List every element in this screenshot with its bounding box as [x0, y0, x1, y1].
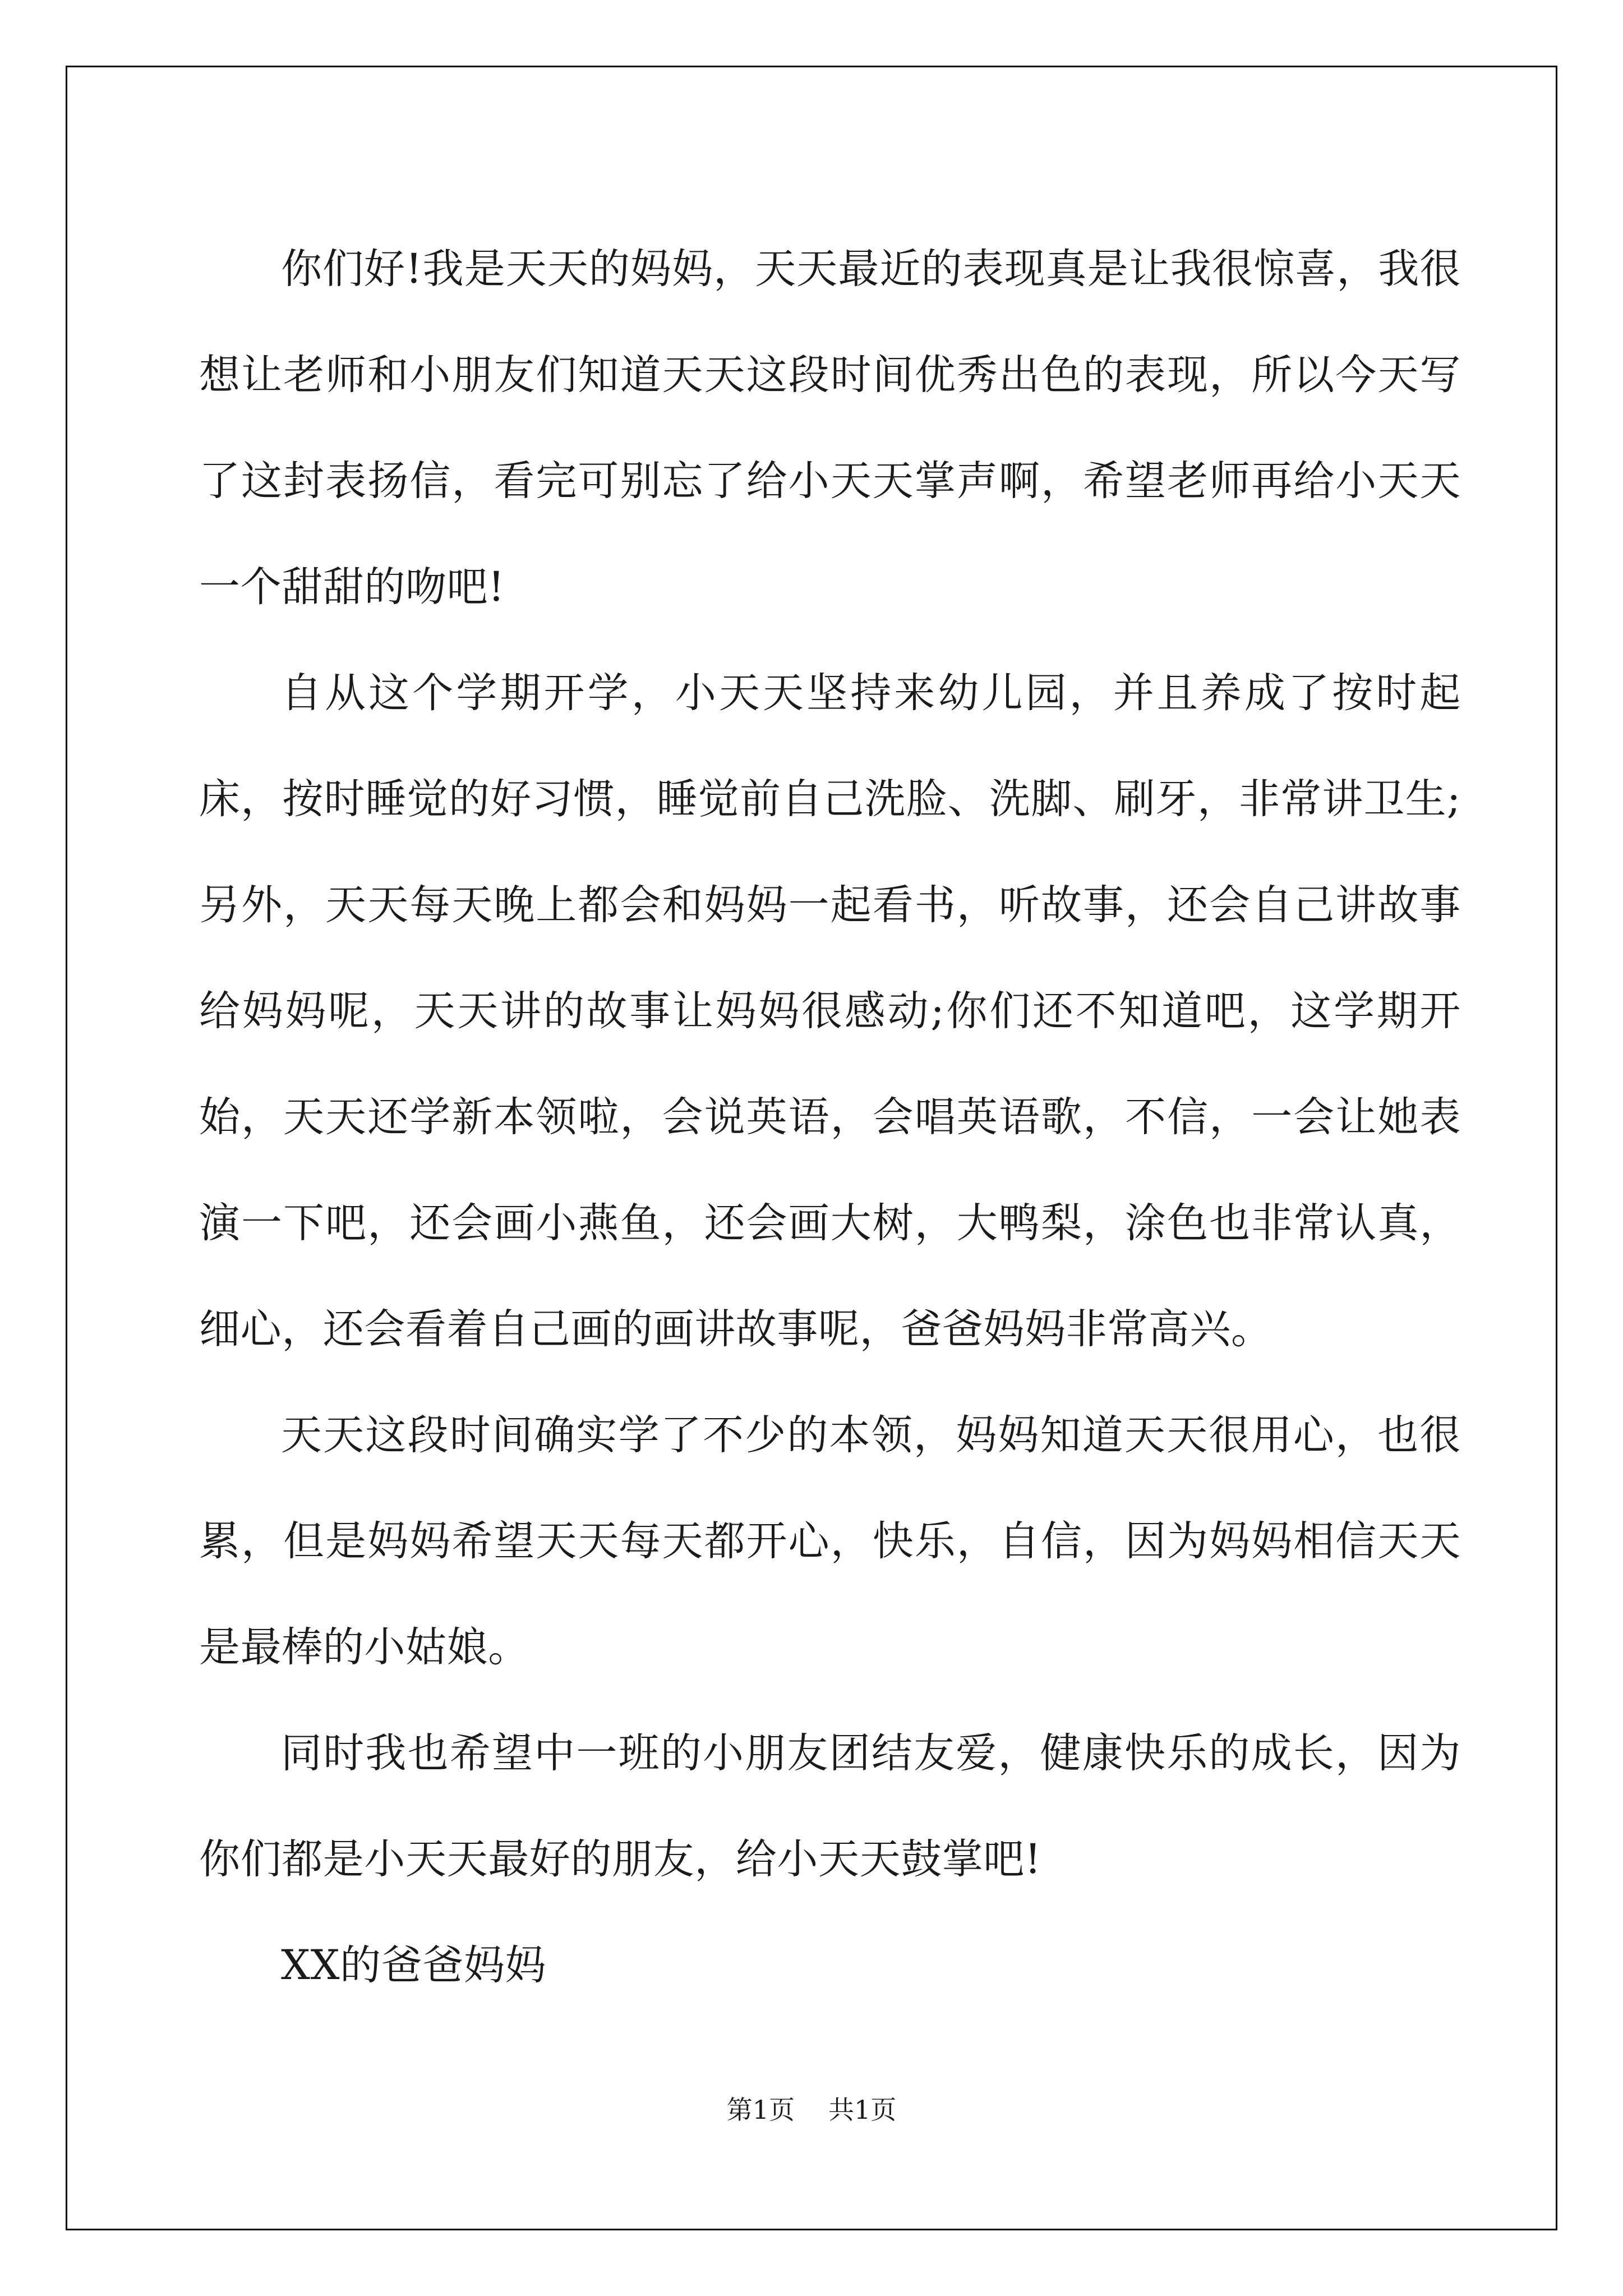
paragraph-1: 你们好!我是天天的妈妈，天天最近的表现真是让我很惊喜，我很想让老师和小朋友们知道天天这段时间优秀出色的表现，所以今天写了这封表扬信，看完可别忘了给小天天掌声啊，希望老师再给小天天一个甜甜的吻吧!: [199, 245, 1461, 611]
paragraph-2: 自从这个学期开学，小天天坚持来幼儿园，并且养成了按时起床，按时睡觉的好习惯，睡觉前自己洗脸、洗脚、刷牙，非常讲卫生;另外，天天每天晚上都会和妈妈一起看书，听故事，还会自己讲故事给妈妈呢，天天讲的故事让妈妈很感动;你们还不知道吧，这学期开始，天天还学新本领啦，会说英语，会唱英语歌，不信，一会让她表演一下吧，还会画小燕鱼，还会画大树，大鸭梨，涂色也非常认真，细心，还会看着自己画的画讲故事呢，爸爸妈妈非常高兴。: [199, 669, 1461, 1353]
letter-body: [199, 216, 1461, 2018]
signature: XX的爸爸妈妈: [281, 1941, 547, 1989]
paragraph-3: 天天这段时间确实学了不少的本领，妈妈知道天天很用心，也很累，但是妈妈希望天天每天都开心，快乐，自信，因为妈妈相信天天是最棒的小姑娘。: [199, 1411, 1461, 1671]
page-footer: [0, 2090, 1623, 2127]
page-total: 共1页: [828, 2095, 897, 2125]
paragraph-4: 同时我也希望中一班的小朋友团结友爱，健康快乐的成长，因为你们都是小天天最好的朋友，给小天天鼓掌吧!: [199, 1729, 1461, 1883]
page-number: 第1页: [726, 2095, 795, 2125]
